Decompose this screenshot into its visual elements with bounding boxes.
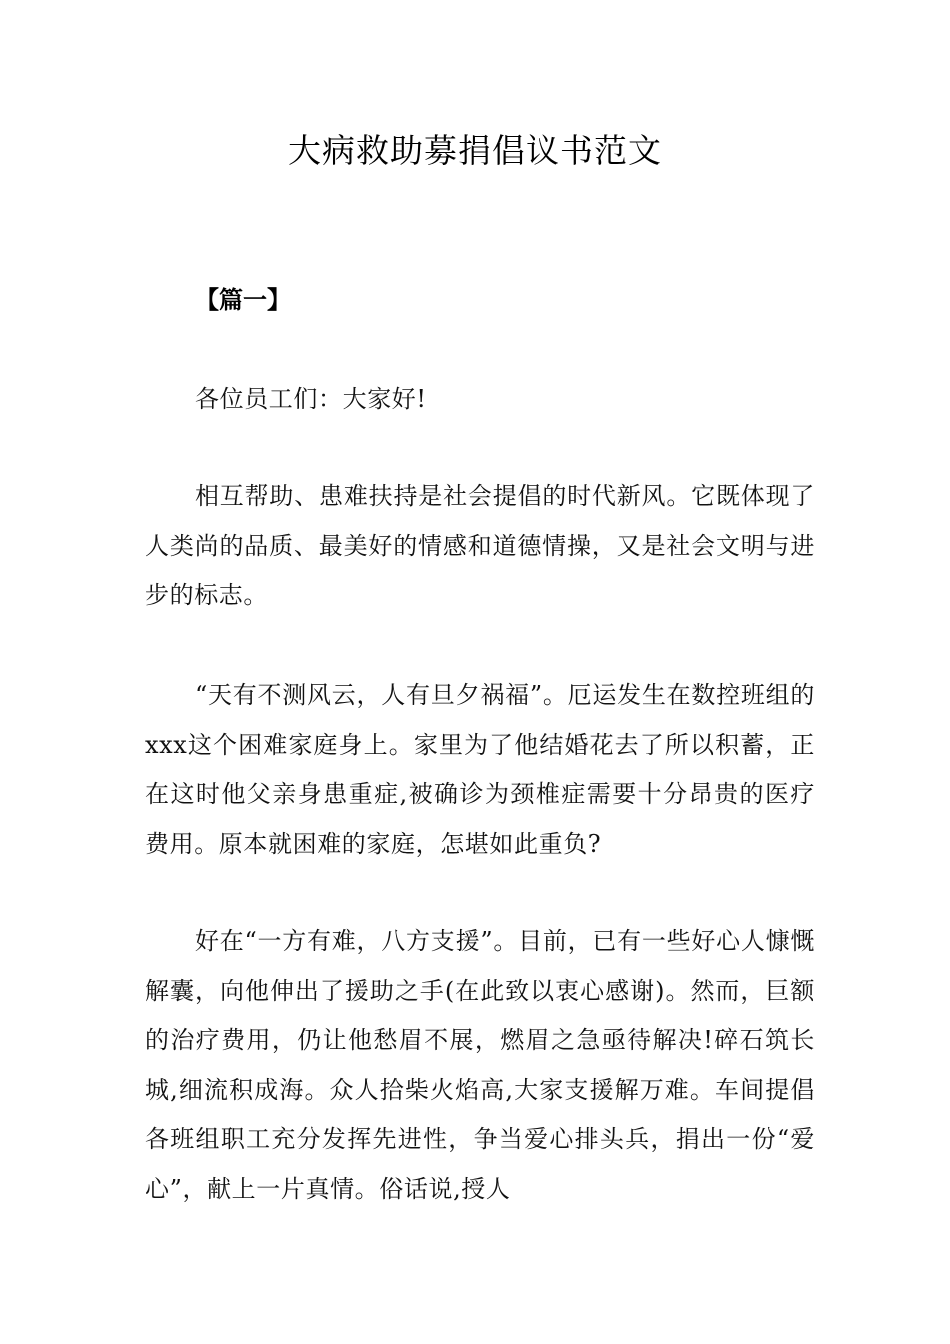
section-label: 【篇一】 [195,286,291,314]
greeting-paragraph: 各位员工们：大家好! [195,385,427,413]
body-paragraph: 相互帮助、患难扶持是社会提倡的时代新风。它既体现了人类尚的品质、最美好的情感和道德情操，又是社会文明与进步的标志。 [145,482,815,609]
body-paragraph: 好在“一方有难，八方支援”。目前，已有一些好心人慷慨解囊，向他伸出了援助之手(在此致以衷心感谢)。然而，巨额的治疗费用，仍让他愁眉不展，燃眉之急亟待解决!碎石筑长城,细流积成海。众人拾柴火焰高,大家支援解万难。车间提倡各班组职工充分发挥先进性，争当爱心排头兵，捐出一份“爱心”，献上一片真情。俗话说,授人 [145,927,815,1203]
body-paragraph: “天有不测风云，人有旦夕祸福”。厄运发生在数控班组的xxx这个困难家庭身上。家里为了他结婚花去了所以积蓄，正在这时他父亲身患重症,被确诊为颈椎症需要十分昂贵的医疗费用。原本就困难的家庭，怎堪如此重负? [145,681,815,858]
document-title: 大病救助募捐倡议书范文 [288,131,662,170]
